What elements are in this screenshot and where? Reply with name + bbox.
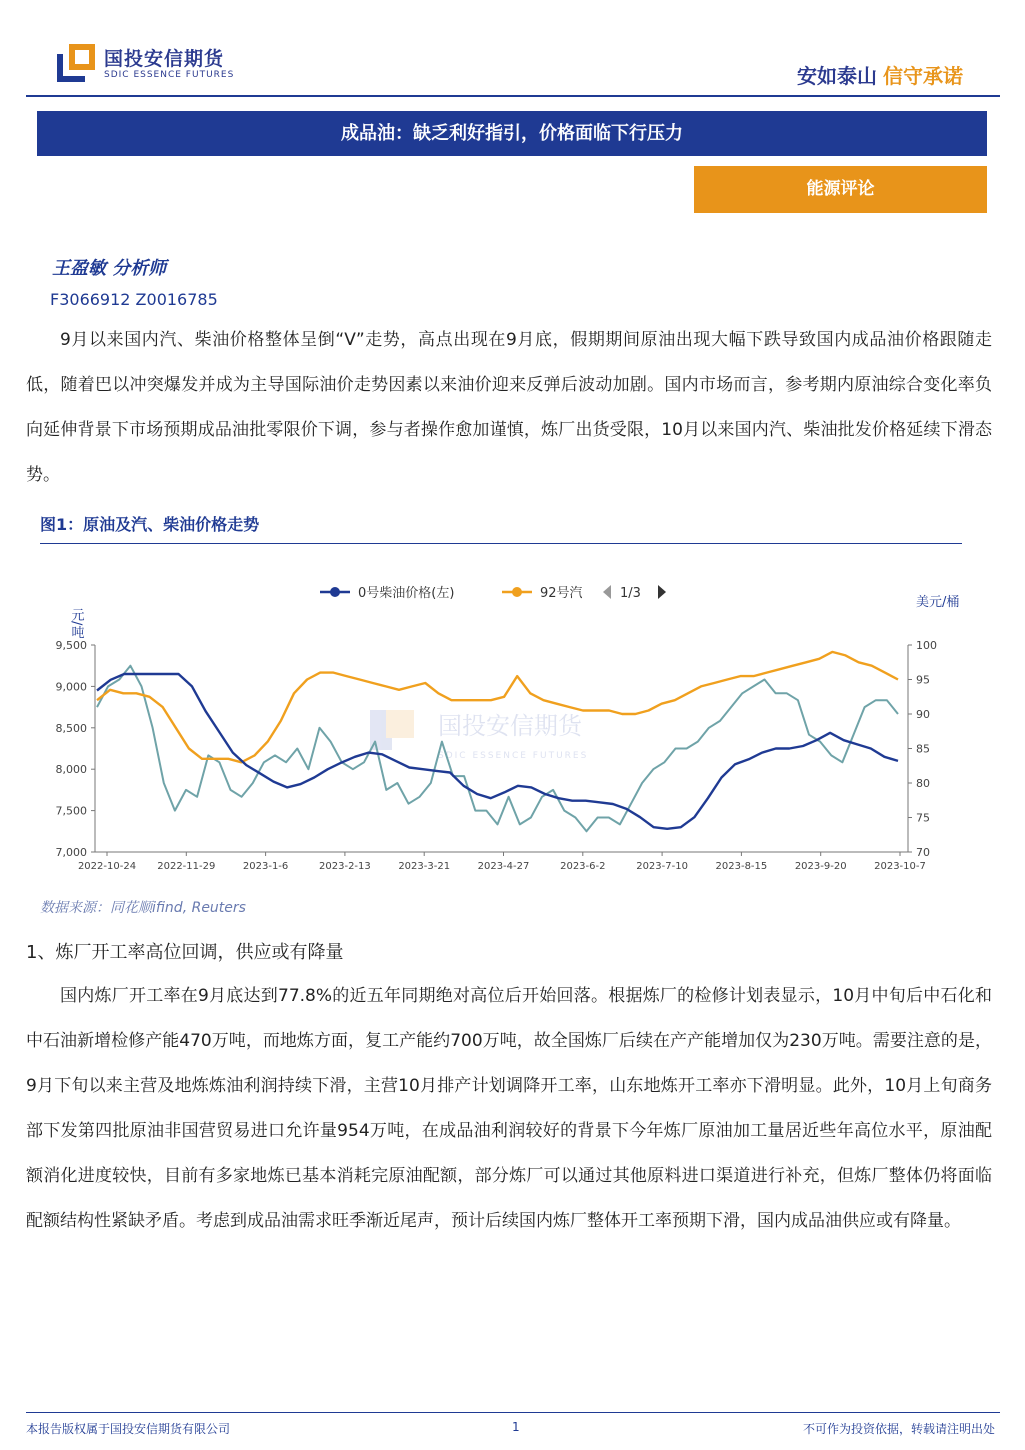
- watermark-text: 国投安信期货: [438, 712, 582, 740]
- left-tick-label: 7,000: [55, 846, 87, 859]
- logo-icon: [55, 42, 97, 84]
- left-tick-label: 9,000: [55, 680, 87, 694]
- right-tick-label: 95: [916, 673, 930, 687]
- left-tick-label: 8,000: [55, 763, 87, 777]
- logo-text: 国投安信期货: [104, 48, 225, 70]
- slogan-part-b: 信守承诺: [883, 64, 963, 88]
- paragraph-refinery: 国内炼厂开工率在9月底达到77.8%的近五年同期绝对高位后开始回落。根据炼厂的检修计划表显示，10月中旬后中石化和中石油新增检修产能470万吨，而地炼方面，复工产能约700万吨，故全国炼厂后续在产产能增加仅为230万吨。需要注意的是，9月下旬以来主营及地炼炼油利润持续下滑，主营10月排产计划调降开工率，山东地炼开工率亦下滑明显。此外，10月上旬商务部下发第四批原油非国营贸易进口允许量954万吨，在成品油利润较好的背景下今年炼厂原油加工量居近些年高位水平，原油配额消化进度较快，目前有多家地炼已基本消耗完原油配额，部分炼厂可以通过其他原料进口渠道进行补充，但炼厂整体仍将面临配额结构性紧缺矛盾。考虑到成品油需求旺季渐近尾声，预计后续国内炼厂整体开工率预期下滑，国内成品油供应或有降量。: [26, 986, 992, 1231]
- x-tick-label: 2023-4-27: [477, 861, 530, 872]
- legend-marker-diesel: [330, 587, 340, 597]
- series-line-gasoline: [97, 652, 898, 762]
- page-number: 1: [512, 1420, 520, 1434]
- footer-divider: [26, 1412, 1000, 1413]
- left-tick-label: 8,500: [55, 721, 87, 735]
- x-tick-label: 2023-6-2: [560, 861, 606, 872]
- footer-disclaimer: 不可作为投资依据，转载请注明出处: [802, 1422, 995, 1436]
- x-tick-label: 2022-11-29: [157, 861, 216, 872]
- right-tick-label: 80: [916, 777, 930, 790]
- license-codes: F3066912 Z0016785: [50, 290, 218, 309]
- legend-page: 1/3: [620, 586, 641, 601]
- x-tick-label: 2023-7-10: [636, 861, 688, 872]
- paragraph-intro: 9月以来国内汽、柴油价格整体呈倒“V”走势，高点出现在9月底，假期期间原油出现大幅下跌导致国内成品油价格跟随走低，随着巴以冲突爆发并成为主导国际油价走势因素以来油价迎来反弹后波动加剧。国内市场而言，参考期内原油综合变化率负向延伸背景下市场预期成品油批零限价下调，参与者操作愈加谨慎，炼厂出货受限，10月以来国内汽、柴油批发价格延续下滑态势。: [26, 330, 992, 485]
- category-tag: 能源评论: [694, 166, 987, 213]
- chart-legend: [320, 585, 666, 601]
- legend-next-icon[interactable]: [658, 585, 666, 599]
- left-tick-label: 9,500: [55, 639, 87, 652]
- legend-marker-gasoline: [512, 587, 522, 597]
- watermark-text-en: SDIC ESSENCE FUTURES: [438, 751, 589, 761]
- data-source: 数据来源：同花顺ifind, Reuters: [40, 900, 246, 916]
- right-tick-label: 100: [916, 639, 937, 652]
- right-tick-label: 70: [916, 846, 930, 859]
- legend-gasoline: 92号汽: [540, 586, 583, 601]
- report-title: 成品油：缺乏利好指引，价格面临下行压力: [37, 111, 987, 156]
- x-tick-label: 2023-9-20: [794, 861, 847, 872]
- header-divider: [26, 95, 1000, 97]
- price-chart: [40, 570, 962, 882]
- x-tick-label: 2023-10-7: [874, 861, 926, 872]
- left-unit-label: 元/吨: [68, 608, 84, 639]
- slogan: [797, 60, 963, 89]
- right-tick-label: 90: [916, 708, 930, 721]
- x-tick-label: 2023-1-6: [242, 861, 289, 872]
- left-tick-label: 7,500: [55, 804, 87, 818]
- figure-title: 图1：原油及汽、柴油价格走势: [40, 515, 260, 534]
- figure-divider: [40, 543, 962, 544]
- x-tick-label: 2023-3-21: [398, 861, 451, 872]
- slogan-part-a: 安如泰山: [797, 64, 877, 88]
- legend-prev-icon[interactable]: [603, 585, 611, 599]
- right-tick-label: 85: [916, 742, 930, 756]
- right-unit-label: 美元/桶: [916, 595, 960, 610]
- logo-text-en: SDIC ESSENCE FUTURES: [104, 70, 235, 80]
- x-tick-label: 2022-10-24: [77, 861, 137, 872]
- footer-copyright: 本报告版权属于国投安信期货有限公司: [26, 1422, 231, 1436]
- section-title: 1、炼厂开工率高位回调，供应或有降量: [26, 942, 344, 963]
- author: 王盈敏 分析师: [52, 258, 167, 279]
- right-tick-label: 75: [916, 811, 930, 825]
- chart-watermark: [370, 710, 588, 761]
- x-tick-label: 2023-2-13: [319, 861, 371, 872]
- legend-diesel: 0号柴油价格(左): [358, 586, 455, 601]
- x-tick-label: 2023-8-15: [715, 861, 768, 872]
